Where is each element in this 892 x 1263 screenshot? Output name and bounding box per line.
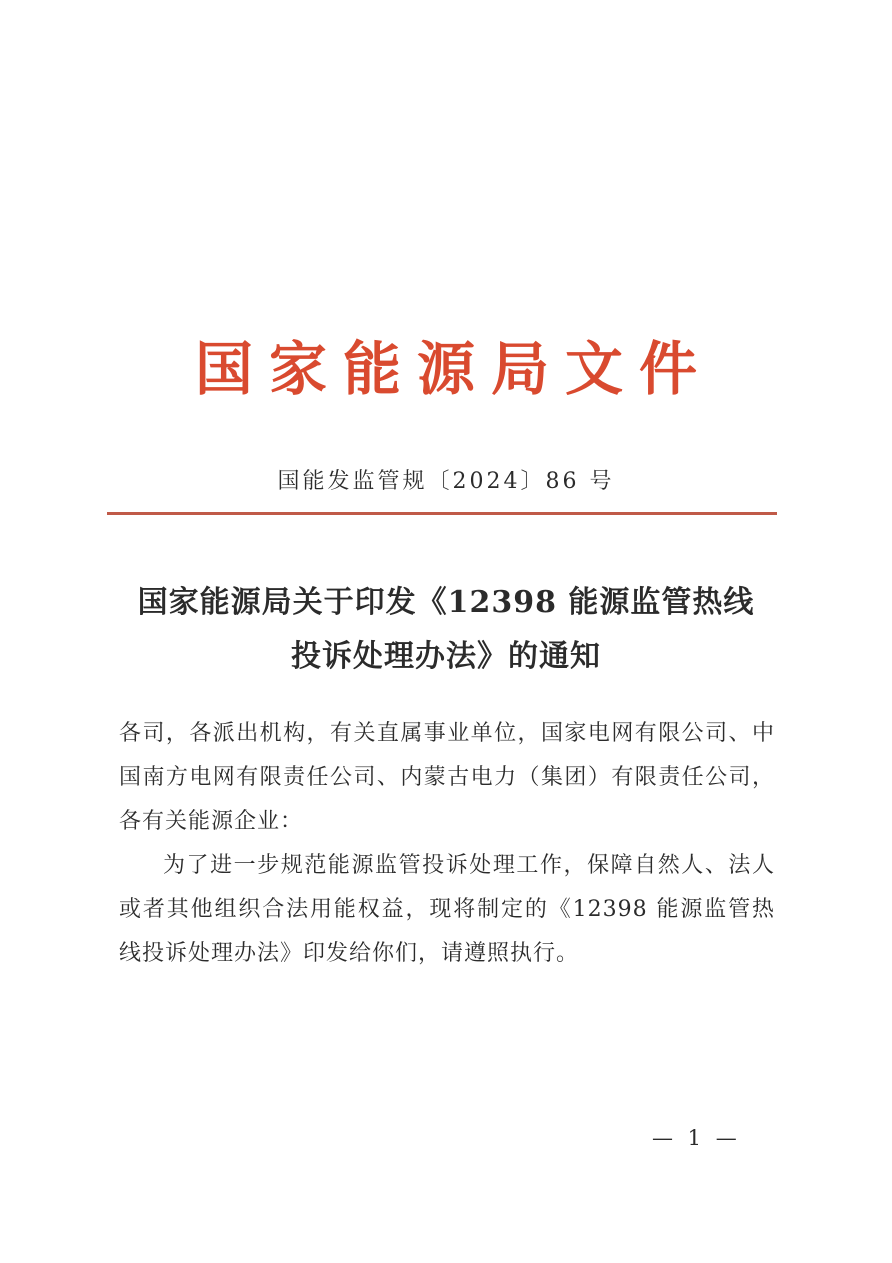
paragraph-notice-body: 为了进一步规范能源监管投诉处理工作，保障自然人、法人或者其他组织合法用能权益，现将制定的《12398 能源监管热线投诉处理办法》印发给你们，请遵照执行。 bbox=[119, 853, 775, 966]
page-number: — 1 — bbox=[652, 1126, 741, 1150]
agency-letterhead: 国家能源局文件 bbox=[194, 335, 713, 403]
document-title-line2: 投诉处理办法》的通知 bbox=[291, 639, 601, 674]
document-number: 国能发监管规〔2024〕86 号 bbox=[277, 469, 615, 494]
document-title-line1: 国家能源局关于印发《12398 能源监管热线 bbox=[137, 585, 755, 620]
paragraph-recipients: 各司，各派出机构，有关直属事业单位，国家电网有限公司、中国南方电网有限责任公司、内蒙古电力（集团）有限责任公司，各有关能源企业： bbox=[119, 721, 775, 834]
red-separator-line bbox=[107, 512, 777, 515]
document-body bbox=[119, 712, 775, 976]
document-title bbox=[0, 576, 892, 684]
